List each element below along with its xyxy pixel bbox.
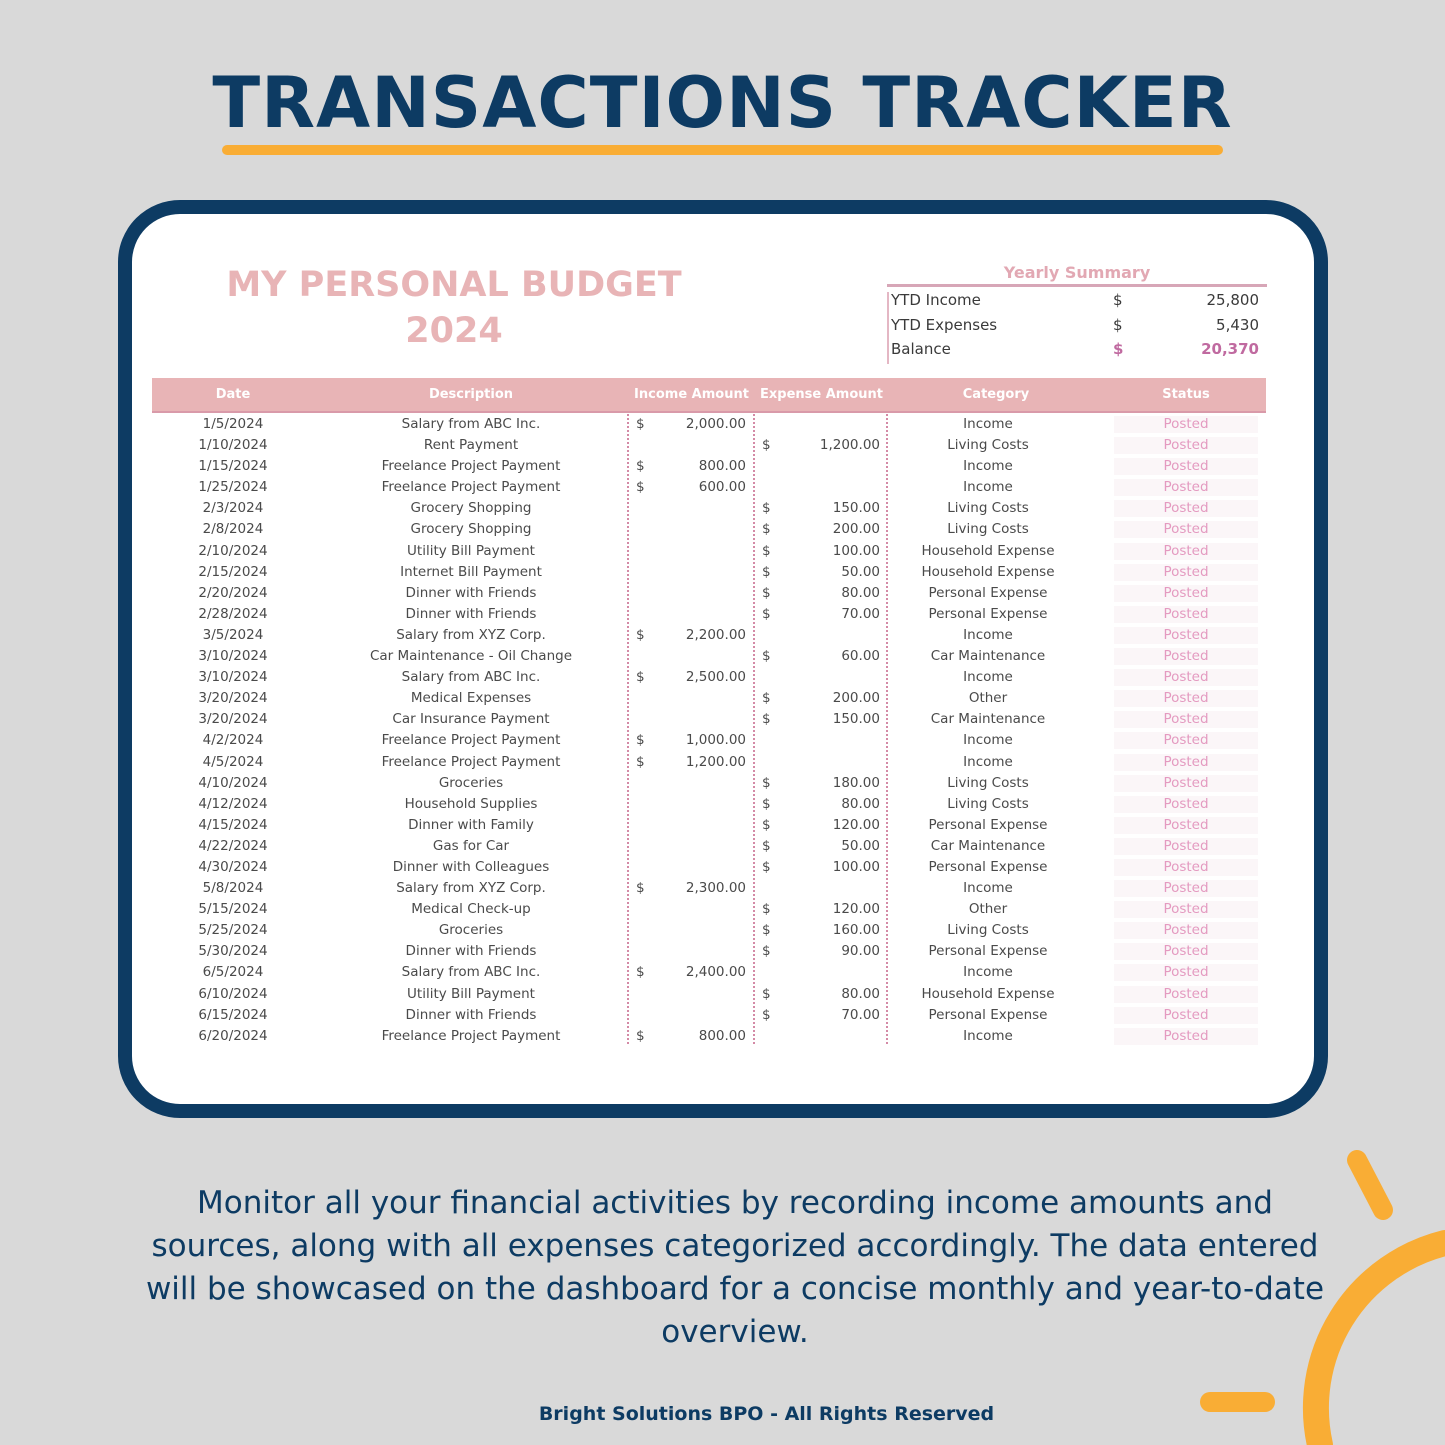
summary-title: Yearly Summary: [887, 263, 1267, 287]
status-badge: Posted: [1114, 606, 1258, 623]
cell-date: 2/28/2024: [198, 605, 268, 622]
cell-expense-amount: 160.00: [832, 922, 880, 939]
cell-description: Utility Bill Payment: [407, 542, 535, 559]
cell-expense-currency: $: [762, 690, 771, 707]
status-badge: Posted: [1114, 1007, 1258, 1024]
cell-date: 1/25/2024: [198, 479, 268, 496]
cell-category: Living Costs: [947, 437, 1029, 454]
cell-expense-amount: 120.00: [832, 901, 880, 918]
cell-income-currency: $: [636, 626, 645, 643]
status-badge: Posted: [1114, 690, 1258, 707]
status-badge: Posted: [1114, 458, 1258, 475]
cell-expense-currency: $: [762, 816, 771, 833]
cell-category: Income: [963, 880, 1013, 897]
cell-description: Salary from XYZ Corp.: [396, 880, 546, 897]
cell-description: Salary from ABC Inc.: [401, 669, 541, 686]
cell-description: Salary from ABC Inc.: [401, 964, 541, 981]
cell-category: Personal Expense: [928, 943, 1048, 960]
cell-expense-amount: 50.00: [841, 837, 880, 854]
status-badge: Posted: [1114, 416, 1258, 433]
cell-expense-amount: 80.00: [841, 985, 880, 1002]
cell-expense-currency: $: [762, 774, 771, 791]
column-header-income[interactable]: Income Amount: [634, 387, 749, 402]
cell-date: 3/10/2024: [198, 648, 268, 665]
cell-date: 1/15/2024: [198, 458, 268, 475]
status-badge: Posted: [1114, 479, 1258, 496]
cell-description: Utility Bill Payment: [407, 985, 535, 1002]
table-row[interactable]: [152, 815, 1266, 836]
cell-date: 2/3/2024: [202, 500, 264, 517]
status-badge: Posted: [1114, 817, 1258, 834]
cell-description: Freelance Project Payment: [381, 1027, 561, 1044]
summary-row-balance: [887, 336, 1267, 361]
summary-value: 5,430: [1216, 315, 1259, 334]
cell-description: Freelance Project Payment: [381, 479, 561, 496]
cell-income-amount: 2,200.00: [685, 626, 746, 643]
cell-category: Income: [963, 1027, 1013, 1044]
cell-date: 6/10/2024: [198, 985, 268, 1002]
summary-value: 25,800: [1206, 291, 1259, 309]
table-row[interactable]: [152, 519, 1266, 540]
cell-expense-currency: $: [762, 985, 771, 1002]
status-badge: Posted: [1114, 943, 1258, 960]
status-badge: Posted: [1114, 901, 1258, 918]
cell-expense-amount: 180.00: [832, 774, 880, 791]
cell-category: Car Maintenance: [930, 648, 1046, 665]
summary-label: YTD Expenses: [891, 315, 998, 334]
transactions-header-row: [152, 378, 1266, 413]
cell-income-currency: $: [636, 479, 645, 496]
cell-expense-amount: 70.00: [841, 1006, 880, 1023]
status-badge: Posted: [1114, 564, 1258, 581]
cell-description: Groceries: [438, 774, 504, 791]
table-row[interactable]: [152, 941, 1266, 962]
cell-description: Gas for Car: [432, 837, 510, 854]
table-row[interactable]: [152, 604, 1266, 625]
cell-description: Salary from ABC Inc.: [401, 416, 541, 432]
cell-date: 5/15/2024: [198, 901, 268, 918]
cell-description: Dinner with Friends: [405, 584, 537, 601]
status-badge: Posted: [1114, 732, 1258, 749]
cell-category: Living Costs: [947, 922, 1029, 939]
table-row[interactable]: [152, 498, 1266, 519]
status-badge: Posted: [1114, 880, 1258, 897]
cell-date: 3/5/2024: [202, 626, 264, 643]
status-badge: Posted: [1114, 648, 1258, 665]
cell-date: 3/10/2024: [198, 669, 268, 686]
cell-expense-currency: $: [762, 837, 771, 854]
cell-description: Freelance Project Payment: [381, 458, 561, 475]
cell-description: Groceries: [438, 922, 504, 939]
cell-category: Car Maintenance: [930, 837, 1046, 854]
table-row[interactable]: [152, 878, 1266, 899]
summary-label: YTD Income: [891, 291, 981, 309]
cell-category: Income: [963, 626, 1013, 643]
cell-description: Car Maintenance - Oil Change: [369, 648, 573, 665]
cell-expense-currency: $: [762, 648, 771, 665]
status-badge: Posted: [1114, 986, 1258, 1003]
cell-date: 2/10/2024: [198, 542, 268, 559]
budget-title-line1: MY PERSONAL BUDGET: [226, 265, 682, 305]
table-row[interactable]: [152, 688, 1266, 709]
cell-date: 2/15/2024: [198, 563, 268, 580]
status-badge: Posted: [1114, 754, 1258, 771]
table-row[interactable]: [152, 583, 1266, 604]
cell-date: 3/20/2024: [198, 711, 268, 728]
table-row[interactable]: [152, 625, 1266, 646]
cell-category: Income: [963, 416, 1013, 432]
cell-category: Other: [968, 901, 1008, 918]
cell-date: 3/20/2024: [198, 690, 268, 707]
cell-date: 2/20/2024: [198, 584, 268, 601]
cell-description: Freelance Project Payment: [381, 753, 561, 770]
cell-expense-currency: $: [762, 500, 771, 517]
summary-value: 20,370: [1201, 340, 1259, 358]
cell-category: Household Expense: [921, 563, 1055, 580]
cell-category: Living Costs: [947, 521, 1029, 538]
table-row[interactable]: [152, 709, 1266, 730]
footer-copyright: Bright Solutions BPO - All Rights Reserved: [538, 1403, 995, 1425]
summary-currency: $: [1113, 315, 1123, 334]
cell-date: 4/2/2024: [202, 732, 264, 749]
cell-expense-amount: 150.00: [832, 500, 880, 517]
cell-income-amount: 1,000.00: [685, 732, 746, 749]
cell-expense-currency: $: [762, 858, 771, 875]
table-row[interactable]: [152, 794, 1266, 815]
cell-category: Income: [963, 732, 1013, 749]
cell-expense-amount: 100.00: [832, 858, 880, 875]
cell-expense-amount: 70.00: [841, 605, 880, 622]
cell-description: Salary from XYZ Corp.: [396, 626, 546, 643]
status-badge: Posted: [1114, 543, 1258, 560]
summary-row-ytd-expenses: [887, 312, 1267, 337]
status-badge: Posted: [1114, 775, 1258, 792]
status-badge: Posted: [1114, 859, 1258, 876]
cell-date: 6/15/2024: [198, 1006, 268, 1023]
cell-expense-amount: 100.00: [832, 542, 880, 559]
cell-date: 4/5/2024: [202, 753, 264, 770]
cell-description: Medical Check-up: [411, 901, 531, 918]
table-row[interactable]: [152, 456, 1266, 477]
cell-date: 5/25/2024: [198, 922, 268, 939]
cell-expense-amount: 90.00: [841, 943, 880, 960]
status-badge: Posted: [1114, 711, 1258, 728]
table-row[interactable]: [152, 984, 1266, 1005]
status-badge: Posted: [1114, 521, 1258, 538]
table-row[interactable]: [152, 541, 1266, 562]
cell-description: Dinner with Friends: [405, 943, 537, 960]
cell-expense-currency: $: [762, 1006, 771, 1023]
summary-currency: $: [1113, 340, 1124, 358]
status-badge: Posted: [1114, 627, 1258, 644]
table-row[interactable]: [152, 414, 1266, 435]
cell-description: Car Insurance Payment: [392, 711, 550, 728]
cell-income-currency: $: [636, 880, 645, 897]
cell-expense-amount: 80.00: [841, 795, 880, 812]
cell-date: 4/22/2024: [198, 837, 268, 854]
column-header-description[interactable]: Description: [428, 387, 514, 402]
cell-income-amount: 800.00: [698, 1027, 746, 1044]
column-header-expense[interactable]: Expense Amount: [760, 387, 883, 402]
status-badge: Posted: [1114, 500, 1258, 517]
cell-category: Living Costs: [947, 774, 1029, 791]
cell-date: 5/30/2024: [198, 943, 268, 960]
cell-expense-amount: 200.00: [832, 521, 880, 538]
status-badge: Posted: [1114, 669, 1258, 686]
cell-income-currency: $: [636, 753, 645, 770]
cell-income-amount: 600.00: [698, 479, 746, 496]
cell-expense-amount: 60.00: [841, 648, 880, 665]
status-badge: Posted: [1114, 922, 1258, 939]
cell-expense-currency: $: [762, 542, 771, 559]
cell-expense-amount: 120.00: [832, 816, 880, 833]
cell-category: Household Expense: [921, 542, 1055, 559]
cell-expense-currency: $: [762, 437, 771, 454]
cell-expense-amount: 150.00: [832, 711, 880, 728]
cell-expense-currency: $: [762, 605, 771, 622]
cell-income-amount: 2,500.00: [685, 669, 746, 686]
cell-date: 1/10/2024: [198, 437, 268, 454]
table-row[interactable]: [152, 836, 1266, 857]
sun-decoration-icon: [1180, 1140, 1445, 1445]
cell-income-currency: $: [636, 1027, 645, 1044]
yearly-summary: [887, 263, 1267, 361]
table-row[interactable]: [152, 920, 1266, 941]
cell-income-currency: $: [636, 964, 645, 981]
table-row[interactable]: [152, 773, 1266, 794]
column-header-status[interactable]: Status: [1162, 387, 1210, 402]
cell-expense-currency: $: [762, 943, 771, 960]
cell-category: Car Maintenance: [930, 711, 1046, 728]
cell-category: Personal Expense: [928, 605, 1048, 622]
table-row[interactable]: [152, 962, 1266, 983]
cell-description: Internet Bill Payment: [400, 563, 542, 580]
table-row[interactable]: [152, 899, 1266, 920]
page-title: TRANSACTIONS TRACKER: [212, 62, 1233, 144]
summary-label: Balance: [891, 340, 951, 358]
cell-expense-currency: $: [762, 901, 771, 918]
cell-income-currency: $: [636, 669, 645, 686]
summary-currency: $: [1113, 291, 1123, 309]
budget-title: [200, 262, 708, 354]
status-badge: Posted: [1114, 964, 1258, 981]
summary-row-ytd-income: [887, 287, 1267, 312]
status-badge: Posted: [1114, 796, 1258, 813]
cell-income-amount: 1,200.00: [685, 753, 746, 770]
cell-date: 4/12/2024: [198, 795, 268, 812]
cell-income-amount: 2,300.00: [685, 880, 746, 897]
cell-category: Income: [963, 479, 1013, 496]
table-row[interactable]: [152, 646, 1266, 667]
cell-income-currency: $: [636, 732, 645, 749]
cell-income-amount: 2,000.00: [685, 416, 746, 432]
cell-expense-currency: $: [762, 521, 771, 538]
cell-description: Freelance Project Payment: [381, 732, 561, 749]
column-header-date[interactable]: Date: [215, 387, 251, 402]
budget-title-line2: 2024: [405, 311, 503, 351]
cell-expense-currency: $: [762, 563, 771, 580]
status-badge: Posted: [1114, 437, 1258, 454]
cell-date: 6/5/2024: [202, 964, 264, 981]
cell-date: 1/5/2024: [202, 416, 264, 432]
cell-expense-currency: $: [762, 584, 771, 601]
cell-date: 4/15/2024: [198, 816, 268, 833]
cell-expense-amount: 50.00: [841, 563, 880, 580]
cell-income-currency: $: [636, 416, 645, 432]
cell-expense-currency: $: [762, 795, 771, 812]
cell-expense-amount: 1,200.00: [819, 437, 880, 454]
cell-category: Personal Expense: [928, 858, 1048, 875]
table-row[interactable]: [152, 752, 1266, 773]
cell-description: Dinner with Friends: [405, 1006, 537, 1023]
cell-expense-amount: 80.00: [841, 584, 880, 601]
cell-category: Income: [963, 458, 1013, 475]
cell-description: Dinner with Family: [408, 816, 534, 833]
status-badge: Posted: [1114, 585, 1258, 602]
cell-date: 4/10/2024: [198, 774, 268, 791]
cell-income-currency: $: [636, 458, 645, 475]
cell-date: 4/30/2024: [198, 858, 268, 875]
cell-date: 5/8/2024: [202, 880, 264, 897]
table-row[interactable]: [152, 730, 1266, 751]
title-underline: [222, 145, 1223, 155]
table-row[interactable]: [152, 1005, 1266, 1026]
cell-description: Rent Payment: [423, 437, 519, 454]
cell-category: Personal Expense: [928, 1006, 1048, 1023]
cell-income-amount: 2,400.00: [685, 964, 746, 981]
cell-description: Household Supplies: [404, 795, 538, 812]
cell-expense-currency: $: [762, 922, 771, 939]
cell-category: Income: [963, 964, 1013, 981]
cell-category: Personal Expense: [928, 816, 1048, 833]
cell-description: Grocery Shopping: [410, 521, 532, 538]
cell-description: Medical Expenses: [410, 690, 532, 707]
description-text: Monitor all your financial activities by recording income amounts and sources, along with all expenses categorized accordingly. The data entered will be showcased on the dashboard for a concise monthly and year-to-date overview.: [145, 1185, 1325, 1350]
status-badge: Posted: [1114, 1028, 1258, 1045]
cell-description: Grocery Shopping: [410, 500, 532, 517]
table-row[interactable]: [152, 857, 1266, 878]
cell-expense-currency: $: [762, 711, 771, 728]
cell-category: Living Costs: [947, 500, 1029, 517]
cell-category: Other: [968, 690, 1008, 707]
cell-category: Living Costs: [947, 795, 1029, 812]
table-row[interactable]: [152, 477, 1266, 498]
cell-date: 6/20/2024: [198, 1027, 268, 1044]
cell-description: Dinner with Friends: [405, 605, 537, 622]
table-row[interactable]: [152, 1026, 1266, 1047]
cell-date: 2/8/2024: [202, 521, 264, 538]
table-row[interactable]: [152, 562, 1266, 583]
cell-category: Income: [963, 753, 1013, 770]
table-row[interactable]: [152, 667, 1266, 688]
cell-expense-amount: 200.00: [832, 690, 880, 707]
cell-category: Income: [963, 669, 1013, 686]
transactions-table-body: [152, 414, 1266, 1047]
cell-category: Personal Expense: [928, 584, 1048, 601]
cell-category: Household Expense: [921, 985, 1055, 1002]
table-row[interactable]: [152, 435, 1266, 456]
cell-income-amount: 800.00: [698, 458, 746, 475]
status-badge: Posted: [1114, 838, 1258, 855]
cell-description: Dinner with Colleagues: [392, 858, 550, 875]
column-header-category[interactable]: Category: [962, 387, 1030, 402]
